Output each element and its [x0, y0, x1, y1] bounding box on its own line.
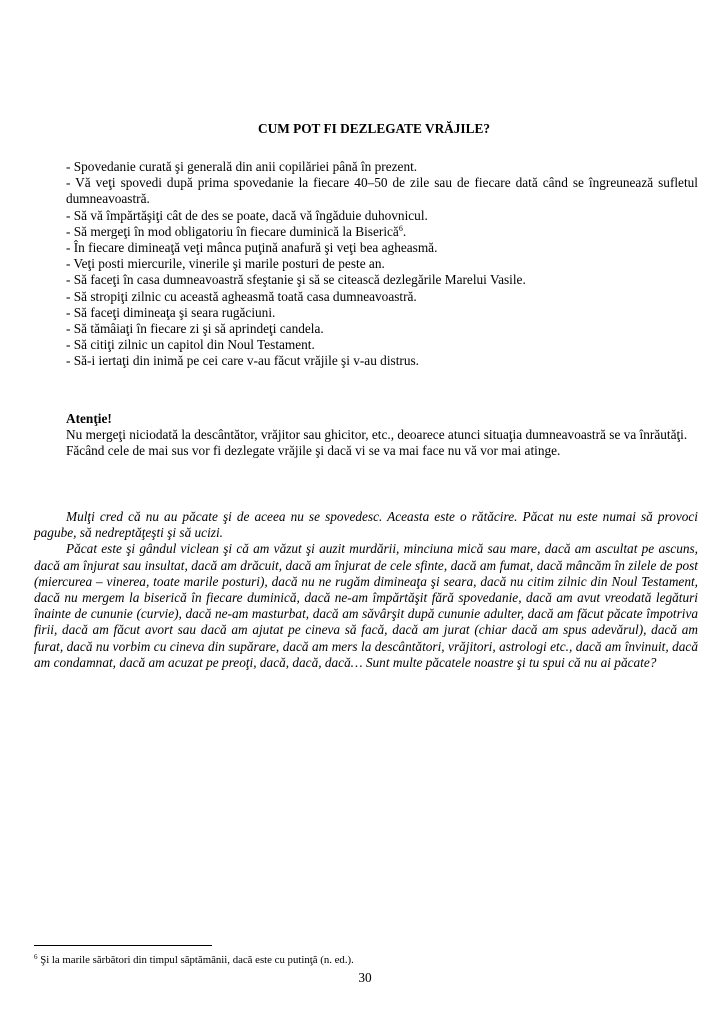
- italic-section: [34, 509, 698, 671]
- list-item: - Vă veţi spovedi după prima spovedanie la fiecare 40–50 de zile sau de fiecare dată când se îngreunează sufletul dumneavoastră.: [66, 175, 698, 207]
- footnote-divider: [34, 945, 212, 946]
- italic-paragraph: Păcat este şi gândul viclean şi că am văzut şi auzit murdării, minciuna mică sau mare, dacă am ascultat pe ascuns, dacă am înjurat sau insultat, dacă am drăcuit, dacă am înjurat de cele sfinte, dacă am fumat, dacă mâncăm în zilele de post (miercurea – vinerea, toate marile posturi), dacă nu ne rugăm dimineaţa şi seara, dacă nu citim zilnic din Noul Testament, dacă nu mergem la biserică în fiecare duminică, dacă ne-am împărtăşit fără spovedanie, dacă am avut vreodată legături înainte de cununie (curvie), dacă ne-am masturbat, dacă am săvârşit după cununie adulter, dacă am făcut păcate împotriva firii, dacă am făcut avort sau dacă am ajutat pe cineva să facă, dacă am jurat (chiar dacă am spus adevărul), dacă am furat, dacă nu vorbim cu cineva din supărare, dacă am mers la descântători, vrăjitori, astrologi etc., dacă am învinuit, dacă am condamnat, dacă am acuzat pe preoţi, dacă, dacă, dacă… Sunt multe păcatele noastre şi tu spui că nu ai păcate?: [34, 541, 698, 670]
- page-title: CUM POT FI DEZLEGATE VRĂJILE?: [258, 121, 490, 136]
- warning-section: [34, 411, 698, 460]
- page-number: 30: [358, 970, 372, 985]
- list-item: - Să citiţi zilnic un capitol din Noul Testament.: [66, 337, 315, 353]
- list-item: - Să faceţi dimineaţa şi seara rugăciuni.: [66, 304, 276, 320]
- list-item: - Să stropiţi zilnic cu această agheasmă toată casa dumneavoastră.: [66, 288, 417, 304]
- list-item: - Să faceţi în casa dumneavoastră sfeştanie şi să se citească dezlegările Marelui Vasile.: [66, 272, 526, 288]
- footnote-number: 6: [34, 953, 38, 961]
- footnote-reference[interactable]: 6: [398, 223, 403, 233]
- warning-paragraph: Nu mergeţi niciodată la descântător, vrăjitor sau ghicitor, etc., deoarece atunci situaţia dumneavoastră se va înrăutăţi.: [66, 427, 688, 443]
- list-item-period: .: [402, 223, 407, 239]
- list-item: - Să vă împărtăşiţi cât de des se poate, dacă vă îngăduie duhovnicul.: [66, 207, 428, 223]
- warning-heading: Atenţie!: [66, 411, 112, 426]
- list-item-text: - Să mergeţi în mod obligatoriu în fiecare duminică la Biserică: [66, 223, 399, 239]
- instructions-list: [66, 159, 698, 370]
- list-item: - Să tămâiaţi în fiecare zi şi să aprindeţi candela.: [66, 321, 324, 337]
- footnote: [34, 954, 698, 967]
- list-item: - Veţi posti miercurile, vinerile şi marile posturi de peste an.: [66, 256, 385, 272]
- list-item: - Spovedanie curată şi generală din anii copilăriei până în prezent.: [66, 159, 418, 174]
- list-item: - Să-i iertaţi din inimă pe cei care v-au făcut vrăjile şi v-au distrus.: [66, 353, 419, 369]
- warning-paragraph: Făcând cele de mai sus vor fi dezlegate vrăjile şi dacă vi se va mai face nu vă vor mai atinge.: [66, 443, 561, 459]
- list-item: - În fiecare dimineaţă veţi mânca puţină anafură şi veţi bea agheasmă.: [66, 240, 438, 256]
- list-item: [66, 224, 698, 240]
- italic-paragraph: Mulţi cred că nu au păcate şi de aceea nu se spovedesc. Aceasta este o rătăcire. Păcat nu este numai să provoci pagube, să nedreptăţeşti şi să ucizi.: [34, 509, 698, 541]
- footnote-text: Şi la marile sărbători din timpul săptămânii, dacă este cu putinţă (n. ed.).: [37, 954, 354, 966]
